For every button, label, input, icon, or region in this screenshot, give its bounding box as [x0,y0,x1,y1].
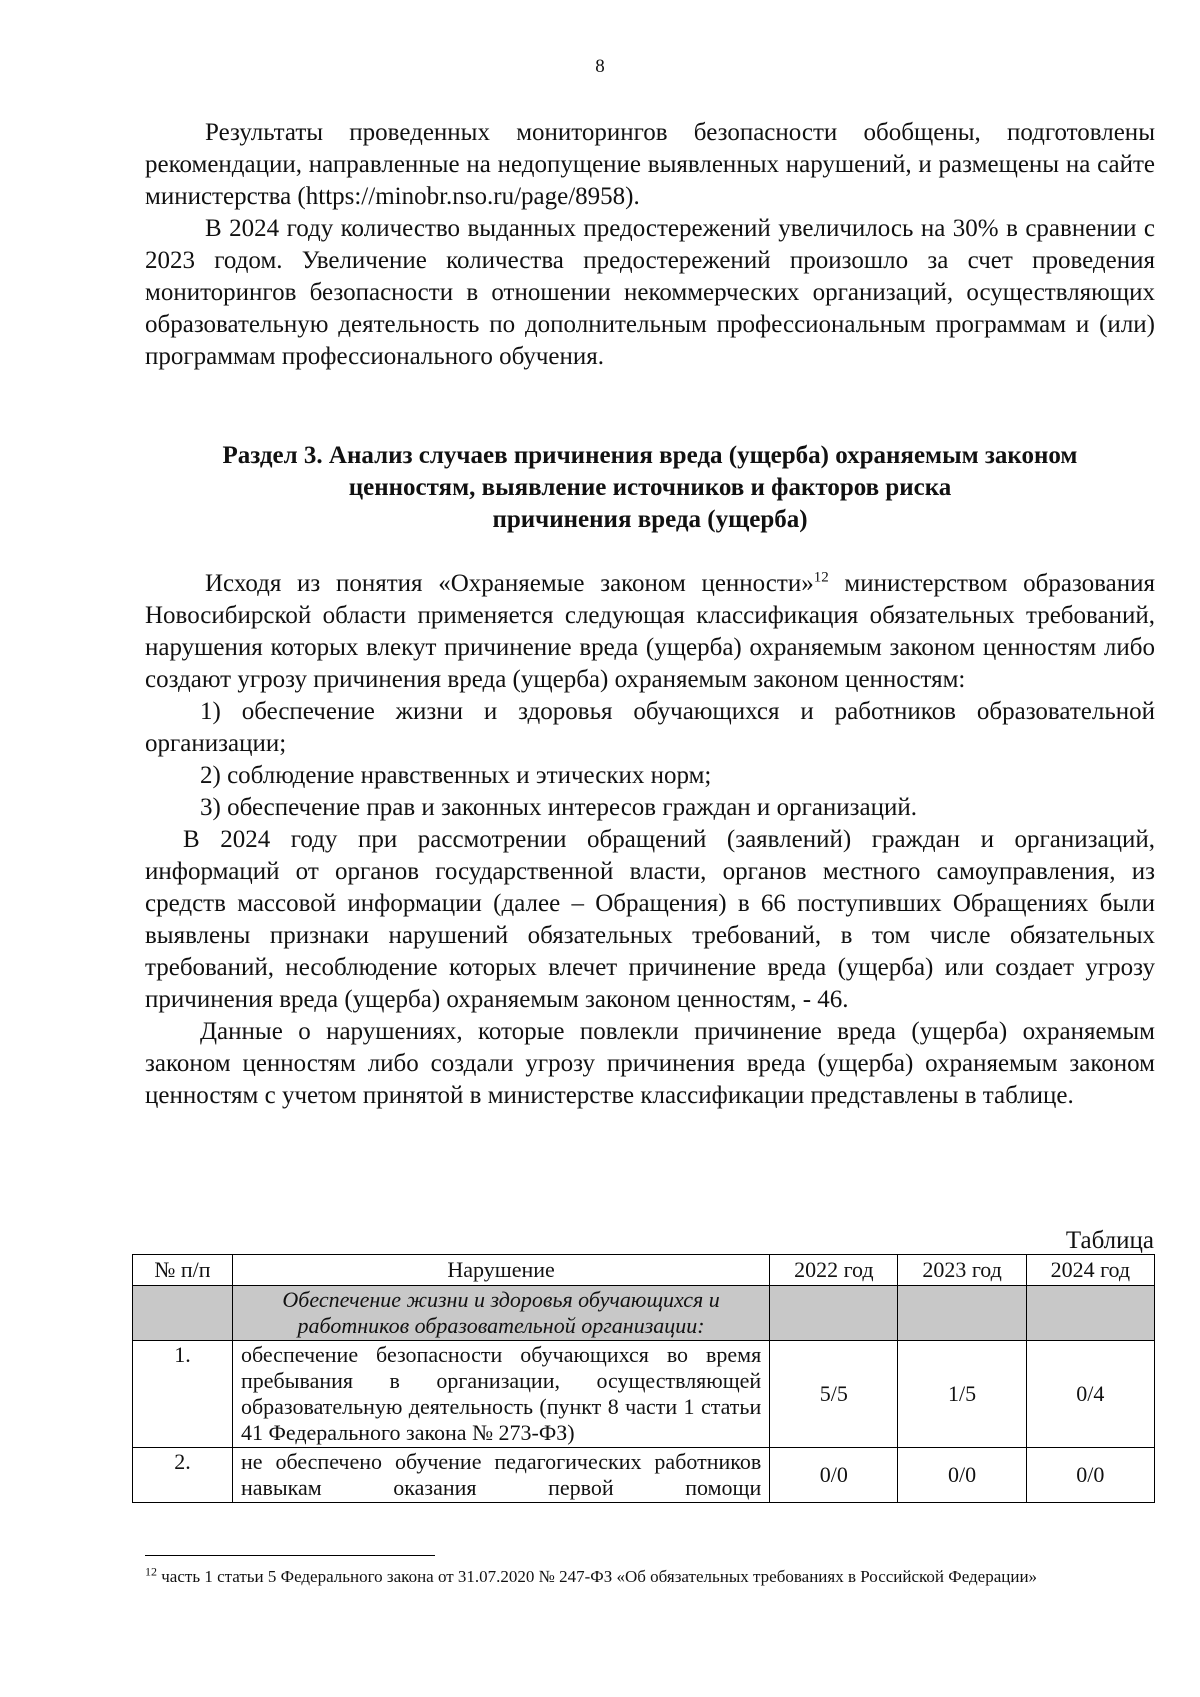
row-number: 2. [133,1448,233,1503]
paragraph-warnings-2024: В 2024 году количество выданных предостережений увеличилось на 30% в сравнении с 2023 годом. Увеличение количества предостережений произошло за счет проведения мониторингов безопасности в отношении некоммерческих организаций, осуществляющих образовательную деятельность по дополнительным профессиональным программам и (или) программам профессионального обучения. [145,215,1155,370]
paragraph-intro [145,568,1155,696]
section-heading-line: ценностям, выявление источников и факторов риска [348,474,952,501]
table-row [133,1448,1155,1503]
column-header-violation: Нарушение [232,1255,769,1286]
footnote [145,1565,1155,1589]
footnote-text: часть 1 статьи 5 Федерального закона от 31.07.2020 № 247-ФЗ «Об обязательных требованиях в Российской Федерации» [157,1567,1038,1586]
list-item: 2) соблюдение нравственных и этических норм; [200,762,712,789]
intro-text-continued: министерством образования Новосибирской области применяется следующая классификация обязательных требований, нарушения которых влекут причинение вреда (ущерба) охраняемым законом ценностям либо создают угрозу причинения вреда (ущерба) охраняемым законом ценностям: [145,570,1155,693]
body-paragraphs [145,568,1155,1112]
value-2024: 0/0 [1026,1448,1154,1503]
column-header-number: № п/п [133,1255,233,1286]
column-header-2022: 2022 год [770,1255,898,1286]
violation-text: не обеспечено обучение педагогических работников навыкам оказания первой помощи [232,1448,769,1503]
table-caption: Таблица [1065,1227,1154,1254]
list-item: 1) обеспечение жизни и здоровья обучающихся и работников образовательной организации; [145,698,1155,757]
table-cell [898,1286,1026,1341]
value-2022: 0/0 [770,1448,898,1503]
violations-table [132,1254,1155,1503]
value-2022: 5/5 [770,1341,898,1448]
value-2023: 1/5 [898,1341,1026,1448]
section-heading [145,440,1155,536]
footnote-reference: 12 [813,569,829,586]
paragraph-table-intro: Данные о нарушениях, которые повлекли причинение вреда (ущерба) охраняемым законом ценностям либо создали угрозу причинения вреда (ущерба) охраняемым законом ценностям с учетом принятой в министерстве классификации представлены в таблице. [145,1018,1155,1109]
section-heading-line: Раздел 3. Анализ случаев причинения вреда (ущерба) охраняемым законом [222,442,1078,469]
paragraph-appeals-2024: В 2024 году при рассмотрении обращений (заявлений) граждан и организаций, информаций от органов государственной власти, органов местного самоуправления, из средств массовой информации (далее – Обращения) в 66 поступивших Обращениях были выявлены признаки нарушений обязательных требований, в том числе обязательных требований, несоблюдение которых влечет причинение вреда (ущерба) или создает угрозу причинения вреда (ущерба) охраняемым законом ценностям, - 46. [145,826,1155,1013]
table-group-row [133,1286,1155,1341]
section-heading-line: причинения вреда (ущерба) [492,506,808,533]
row-number: 1. [133,1341,233,1448]
table-row [133,1341,1155,1448]
footnote-number: 12 [145,1564,157,1579]
violation-text: обеспечение безопасности обучающихся во время пребывания в организации, осуществляющей образовательную деятельность (пункт 8 части 1 статьи 41 Федерального закона № 273-ФЗ) [232,1341,769,1448]
top-paragraphs [145,117,1155,373]
footnote-separator [145,1555,435,1556]
column-header-2023: 2023 год [898,1255,1026,1286]
list-item: 3) обеспечение прав и законных интересов граждан и организаций. [200,794,918,821]
intro-text: Исходя из понятия «Охраняемые законом ценности» [205,570,814,597]
table-cell [1026,1286,1154,1341]
paragraph-monitoring-results: Результаты проведенных мониторингов безопасности обобщены, подготовлены рекомендации, направленные на недопущение выявленных нарушений, и размещены на сайте министерства (https://minobr.nso.ru/page/8958). [145,119,1155,210]
table-header-row [133,1255,1155,1286]
group-title: Обеспечение жизни и здоровья обучающихся и работников образовательной организации: [232,1286,769,1341]
column-header-2024: 2024 год [1026,1255,1154,1286]
value-2023: 0/0 [898,1448,1026,1503]
table-cell [133,1286,233,1341]
value-2024: 0/4 [1026,1341,1154,1448]
page-number: 8 [595,56,605,77]
table-cell [770,1286,898,1341]
